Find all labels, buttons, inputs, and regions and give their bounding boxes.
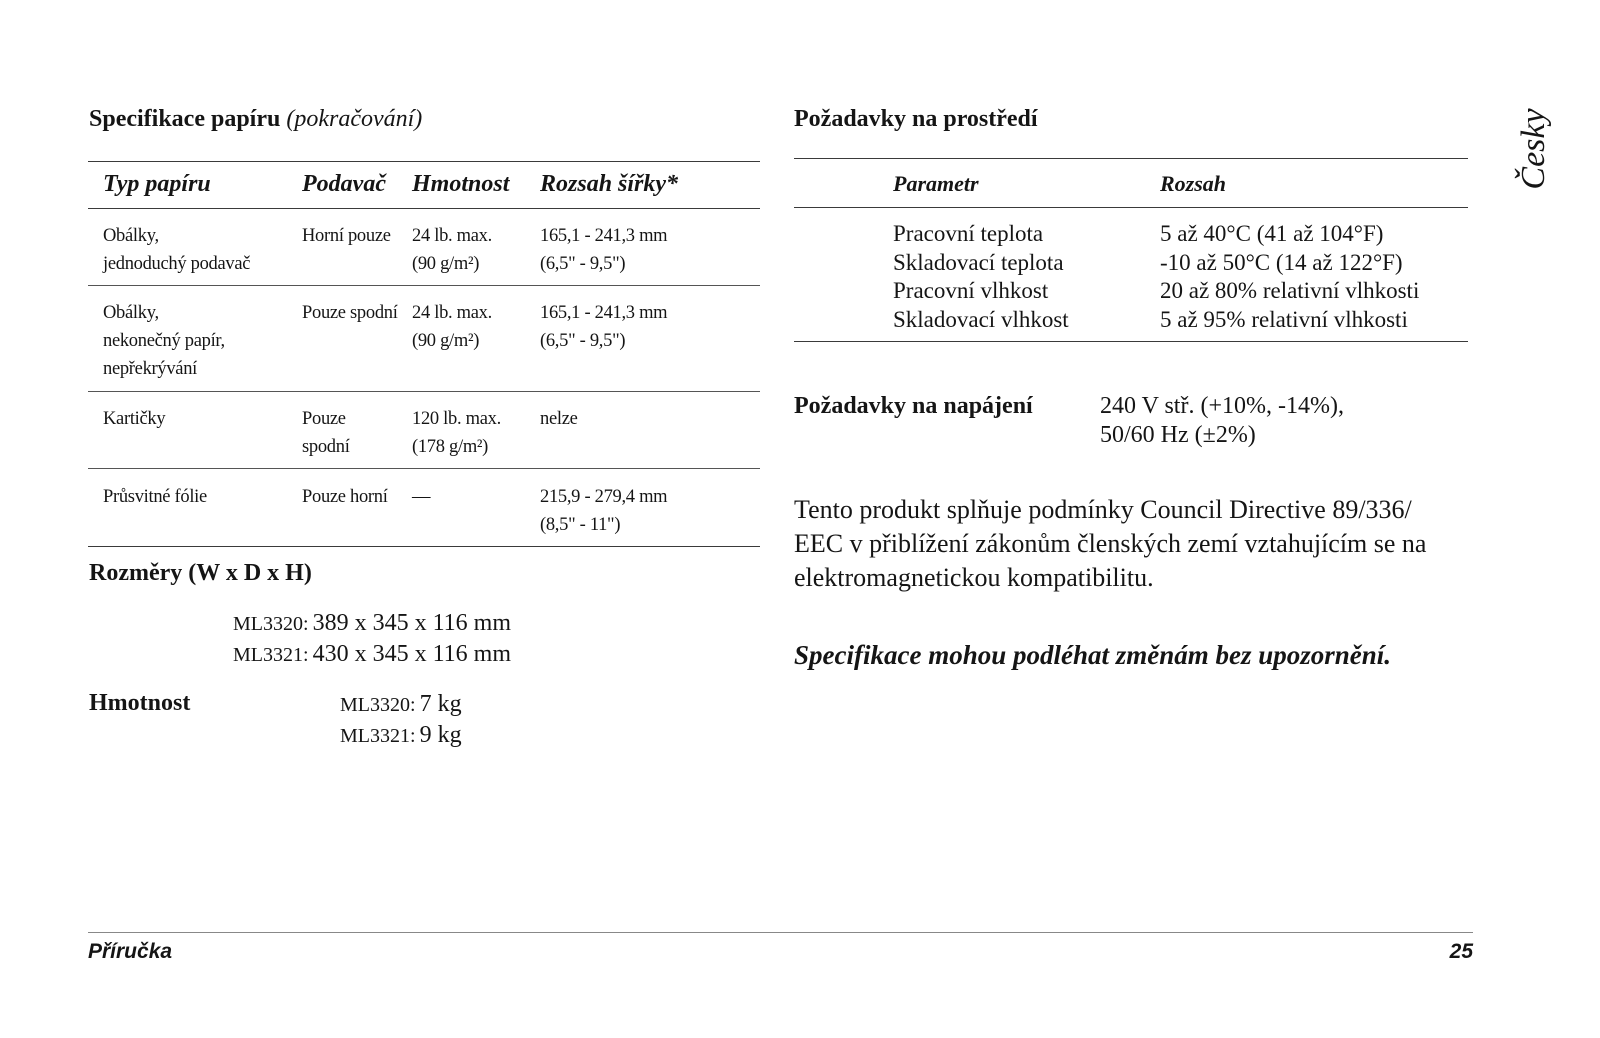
weight-list <box>340 690 462 752</box>
model-label: ML3321: <box>340 725 416 747</box>
cell-line: Průsvitné fólie <box>103 487 207 507</box>
paper-table-header-rule <box>88 208 760 209</box>
power-line: 240 V stř. (+10%, -14%), <box>1100 393 1344 419</box>
paper-type-cell <box>103 222 250 278</box>
footer-rule <box>88 932 1473 933</box>
range-cell <box>540 222 667 278</box>
env-header-range: Rozsah <box>1160 171 1227 196</box>
model-value: 430 x 345 x 116 mm <box>312 641 512 667</box>
compliance-paragraph <box>794 493 1426 595</box>
table-row: Skladovací vlhkost <box>893 306 1069 332</box>
paper-header-type: Typ papíru <box>103 171 211 197</box>
paper-spec-title-text: Specifikace papíru <box>89 106 281 132</box>
paragraph-line: EEC v přiblížení zákonům členských zemí vztahujícím se na <box>794 529 1427 558</box>
cell-line: 165,1 - 241,3 mm <box>540 226 668 246</box>
model-label: ML3320: <box>340 694 416 716</box>
table-row: 5 až 95% relativní vlhkosti <box>1160 306 1408 332</box>
paragraph-line: elektromagnetickou kompatibilitu. <box>794 563 1154 592</box>
cell-line: jednoduchý podavač <box>103 254 251 274</box>
model-label: ML3321: <box>233 644 309 666</box>
footer-title: Příručka <box>88 940 173 963</box>
range-cell <box>540 299 667 355</box>
table-row: -10 až 50°C (14 až 122°F) <box>1160 249 1403 275</box>
paper-header-feeder: Podavač <box>302 171 386 197</box>
cell-line: (90 g/m²) <box>412 331 480 351</box>
feeder-cell <box>302 405 350 461</box>
cell-line: Horní pouze <box>302 226 391 246</box>
weight-cell <box>412 222 492 278</box>
cell-line: nepřekrývání <box>103 359 197 379</box>
weight-cell <box>412 483 430 511</box>
cell-line: 215,9 - 279,4 mm <box>540 487 668 507</box>
list-item <box>340 721 462 752</box>
paper-header-range: Rozsah šířky* <box>540 171 679 197</box>
paper-table-top-rule <box>88 161 760 162</box>
cell-line: Pouze <box>302 409 346 429</box>
cell-line: 24 lb. max. <box>412 226 492 246</box>
page-number: 25 <box>1449 940 1473 963</box>
change-notice: Specifikace mohou podléhat změnám bez upozornění. <box>794 640 1392 670</box>
cell-line: spodní <box>302 437 350 457</box>
paper-spec-title-suffix: (pokračování) <box>286 106 423 132</box>
dimensions-title: Rozměry (W x D x H) <box>89 560 312 586</box>
cell-line: nekonečný papír, <box>103 331 225 351</box>
cell-line: (90 g/m²) <box>412 254 480 274</box>
weight-cell <box>412 405 501 461</box>
paper-type-cell <box>103 405 165 433</box>
power-line: 50/60 Hz (±2%) <box>1100 422 1256 448</box>
language-tab: Česky <box>1515 108 1552 190</box>
env-param-column <box>893 220 1069 334</box>
env-range-column <box>1160 220 1419 334</box>
cell-line: Obálky, <box>103 226 159 246</box>
range-cell <box>540 405 578 433</box>
row-divider <box>88 468 760 469</box>
weight-cell <box>412 299 492 355</box>
weight-title: Hmotnost <box>89 690 191 716</box>
env-table-bottom-rule <box>794 341 1468 342</box>
feeder-cell <box>302 483 388 511</box>
cell-line: Pouze horní <box>302 487 388 507</box>
model-value: 7 kg <box>419 691 462 717</box>
env-table-header-rule <box>794 207 1468 208</box>
power-values <box>1100 392 1344 450</box>
range-cell <box>540 483 667 539</box>
table-row: Pracovní teplota <box>893 221 1044 246</box>
list-item <box>340 690 462 721</box>
cell-line: Kartičky <box>103 409 166 429</box>
model-value: 9 kg <box>419 722 462 748</box>
model-value: 389 x 345 x 116 mm <box>312 610 512 636</box>
cell-line: 24 lb. max. <box>412 303 492 323</box>
cell-line: Pouze spodní <box>302 303 398 323</box>
power-title: Požadavky na napájení <box>794 393 1033 419</box>
environment-title: Požadavky na prostředí <box>794 106 1038 132</box>
paper-type-cell <box>103 483 207 511</box>
list-item <box>233 640 511 671</box>
env-table-top-rule <box>794 158 1468 159</box>
feeder-cell <box>302 222 391 250</box>
cell-line: (178 g/m²) <box>412 437 489 457</box>
list-item <box>233 609 511 640</box>
cell-line: 165,1 - 241,3 mm <box>540 303 668 323</box>
paper-spec-title <box>89 106 422 133</box>
cell-line: (8,5" - 11") <box>540 515 621 535</box>
dimensions-list <box>233 609 511 671</box>
cell-line: nelze <box>540 409 578 429</box>
paper-type-cell <box>103 299 225 383</box>
row-divider <box>88 285 760 286</box>
row-divider <box>88 391 760 392</box>
paper-table-bottom-rule <box>88 546 760 547</box>
model-label: ML3320: <box>233 613 309 635</box>
cell-line: Obálky, <box>103 303 159 323</box>
env-header-param: Parametr <box>893 171 979 196</box>
cell-line: (6,5" - 9,5") <box>540 254 626 274</box>
table-row: Pracovní vlhkost <box>893 278 1049 303</box>
cell-line: (6,5" - 9,5") <box>540 331 626 351</box>
feeder-cell <box>302 299 398 327</box>
cell-line: 120 lb. max. <box>412 409 501 429</box>
paragraph-line: Tento produkt splňuje podmínky Council Directive 89/336/ <box>794 495 1412 524</box>
table-row: Skladovací teplota <box>893 249 1064 275</box>
table-row: 5 až 40°C (41 až 104°F) <box>1160 221 1384 246</box>
cell-line: — <box>412 487 431 507</box>
table-row: 20 až 80% relativní vlhkosti <box>1160 278 1420 303</box>
paper-header-weight: Hmotnost <box>412 171 510 197</box>
